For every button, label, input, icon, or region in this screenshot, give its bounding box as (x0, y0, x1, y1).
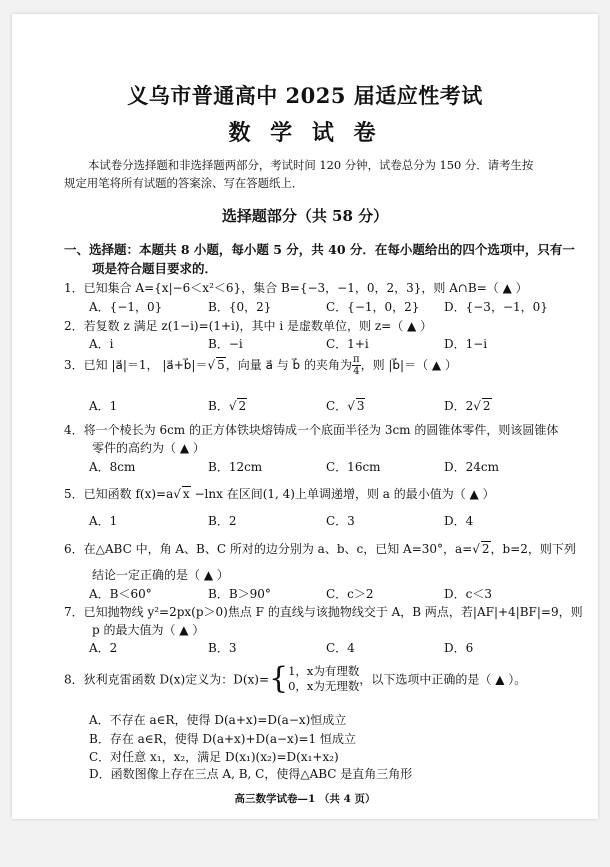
question-7-stem: 7．已知抛物线 y²=2px(p＞0)焦点 F 的直线与该抛物线交于 A，B 两点，若|AF|+4|BF|=9，则 (64, 605, 583, 619)
q3-sqrt: 5 (217, 358, 225, 372)
q7-option-d: D．6 (444, 641, 474, 655)
q5-stem-pre: 5．已知函数 f(x)=a (64, 487, 174, 501)
q3-c-pre: C． (326, 399, 348, 413)
q6-option-c: C．c＞2 (326, 587, 374, 601)
q3-option-d: D．2√ 2 (444, 399, 491, 413)
q3-b-pre: B． (208, 399, 229, 413)
q3-stem-mid: ，向量 a⃗ 与 b⃗ 的夹角为 (225, 358, 352, 372)
intro-line-2: 规定用笔将所有试题的答案涂、写在答题纸上． (64, 176, 304, 190)
q3-option-b: B．√ 2 (208, 399, 247, 413)
q8-case-1: 1，x为有理数 (288, 664, 360, 678)
q6-option-a: A．B＜60° (89, 587, 152, 601)
q3-d-sqrt: 2 (482, 399, 491, 413)
fraction-numerator: π (352, 354, 360, 365)
q5-option-d: D．4 (444, 514, 474, 528)
q1-option-a: A．{−1，0} (89, 300, 163, 314)
q3-option-c: C．√ 3 (326, 399, 365, 413)
q8-option-a: A．不存在 a∈R，使得 D(a+x)=D(a−x)恒成立 (89, 713, 347, 727)
question-6-stem: 6．在△ABC 中，角 A、B、C 所对的边分别为 a、b、c，已知 A=30°，a=√ 2，b=2，则下列 (64, 542, 576, 556)
page-footer: 高三数学试卷—1 （共 4 页） (234, 793, 376, 805)
q5-stem-post: −lnx 在区间(1, 4)上单调递增，则 a 的最小值为（ ▲ ） (190, 487, 495, 501)
q5-option-c: C．3 (326, 514, 355, 528)
q2-option-a: A．i (89, 337, 114, 351)
q3-option-a: A．1 (89, 399, 118, 413)
q6-stem-pre: 6．在△ABC 中，角 A、B、C 所对的边分别为 a、b、c，已知 A=30°，a= (64, 542, 473, 556)
part1-heading-cont: 项是符合题目要求的． (92, 261, 218, 276)
q1-option-c: C．{−1，0，2} (326, 300, 420, 314)
q7-option-c: C．4 (326, 641, 355, 655)
q8-stem-post: ，以下选项中正确的是（ ▲ ）。 (359, 672, 527, 687)
q7-option-b: B．3 (208, 641, 237, 655)
q4-option-a: A．8cm (89, 460, 136, 474)
q8-option-b: B．存在 a∈R，使得 D(a+x)+D(a−x)=1 恒成立 (89, 732, 357, 746)
question-6-stem-cont: 结论一定正确的是（ ▲ ） (92, 568, 229, 582)
q6-option-d: D．c＜3 (444, 587, 492, 601)
q2-option-b: B．−i (208, 337, 243, 351)
q3-b-sqrt: 2 (238, 399, 247, 413)
q5-sqrt: x (182, 487, 190, 501)
question-2-stem: 2．若复数 z 满足 z(1−i)=(1+i)，其中 i 是虚数单位，则 z=（ ▲ ） (64, 319, 433, 333)
q3-c-sqrt: 3 (356, 399, 365, 413)
q8-option-c: C．对任意 x₁，x₂，满足 D(x₁)(x₂)=D(x₁+x₂) (89, 750, 339, 764)
part1-heading: 一、选择题：本题共 8 小题，每小题 5 分，共 40 分．在每小题给出的四个选项中，只有一 (64, 242, 575, 257)
section-title: 选择题部分（共 58 分） (221, 207, 389, 225)
question-8-stem (64, 661, 527, 696)
question-5-stem: 5．已知函数 f(x)=a√ x −lnx 在区间(1, 4)上单调递增，则 a 的最小值为（ ▲ ） (64, 487, 495, 501)
q8-piecewise (288, 664, 359, 694)
q8-case-2: 0，x为无理数 (288, 679, 360, 693)
q3-d-pre: D．2 (444, 399, 474, 413)
exam-subtitle: 数 学 试 卷 (228, 120, 382, 146)
fraction-denominator: 4 (353, 366, 360, 377)
question-1-stem: 1．已知集合 A={x|−6＜x²＜6}，集合 B={−3，−1，0，2，3}，则 A∩B=（ ▲ ） (64, 281, 528, 295)
q8-option-d: D．函数图像上存在三点 A, B, C，使得△ABC 是直角三角形 (89, 767, 413, 781)
q5-option-b: B．2 (208, 514, 237, 528)
question-4-stem: 4．将一个棱长为 6cm 的正方体铁块熔铸成一个底面半径为 3cm 的圆锥体零件，则该圆锥体 (64, 423, 559, 437)
q1-option-d: D．{−3，−1，0} (444, 300, 548, 314)
brace-glyph: { (269, 661, 289, 696)
q6-stem-post: ，b=2，则下列 (490, 542, 576, 556)
q6-sqrt: 2 (481, 542, 490, 556)
q4-option-b: B．12cm (208, 460, 263, 474)
q3-stem-post: ，则 |b⃗|＝（ ▲ ） (360, 358, 457, 372)
q4-option-c: C．16cm (326, 460, 381, 474)
intro-line-1: 本试卷分选择题和非选择题两部分，考试时间 120 分钟，试卷总分为 150 分．请考生按 (88, 158, 534, 172)
q2-option-c: C．1+i (326, 337, 369, 351)
q7-option-a: A．2 (89, 641, 118, 655)
q1-option-b: B．{0，2} (208, 300, 272, 314)
question-3-stem (64, 354, 457, 377)
q5-option-a: A．1 (89, 514, 118, 528)
question-7-stem-cont: p 的最大值为（ ▲ ） (92, 623, 205, 637)
q6-option-b: B．B＞90° (208, 587, 271, 601)
q4-option-d: D．24cm (444, 460, 499, 474)
q2-option-d: D．1−i (444, 337, 488, 351)
q3-stem-pre: 3．已知 |a⃗|＝1， |a⃗+b⃗|＝ (64, 358, 208, 372)
sqrt-symbol: √ (207, 358, 216, 372)
q3-angle-fraction (352, 354, 361, 377)
exam-title: 义乌市普通高中 2025 届适应性考试 (127, 83, 483, 108)
q8-stem-pre: 8．狄利克雷函数 D(x)定义为：D(x)= (64, 672, 270, 687)
question-4-stem-cont: 零件的高约为（ ▲ ） (92, 441, 205, 455)
